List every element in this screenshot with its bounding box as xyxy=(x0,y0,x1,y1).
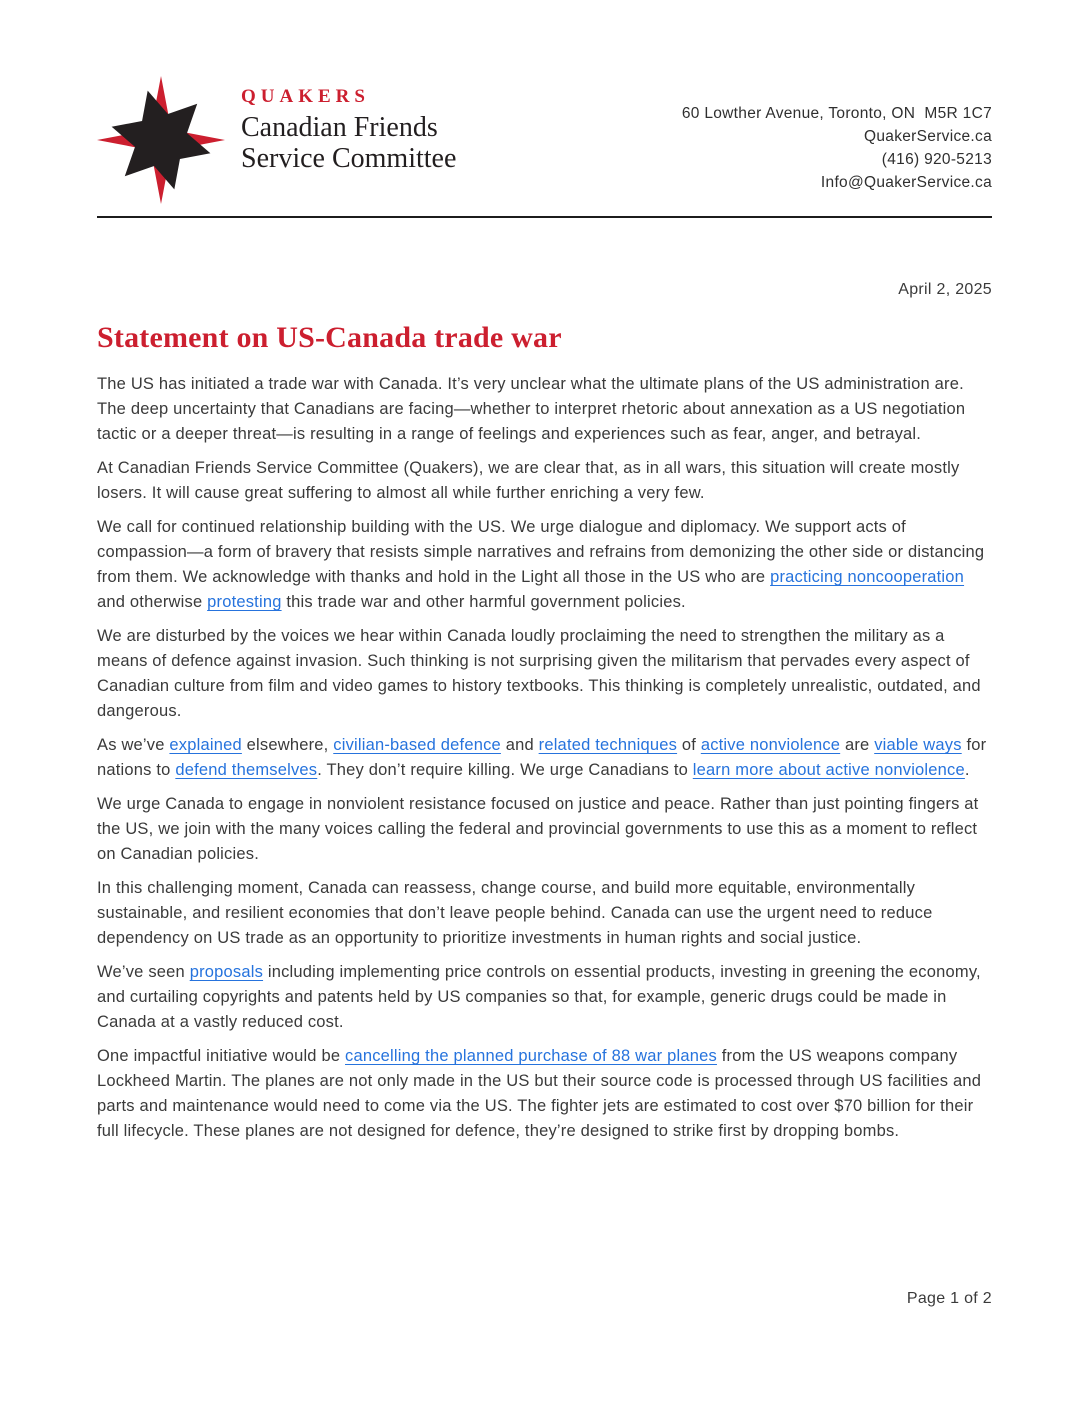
paragraph xyxy=(97,792,992,867)
org-tagline: QUAKERS xyxy=(241,86,370,107)
paragraph-text: of xyxy=(677,736,701,754)
paragraph-text: elsewhere, xyxy=(241,736,334,754)
inline-link[interactable]: explained xyxy=(169,736,242,754)
inline-link[interactable]: protesting xyxy=(207,593,282,611)
inline-link[interactable]: related techniques xyxy=(538,736,678,754)
paragraph-text: are xyxy=(840,736,875,754)
document-body xyxy=(97,372,992,1144)
paragraph-text: . xyxy=(964,761,970,779)
paragraph-text: for nations to xyxy=(97,736,987,779)
paragraph xyxy=(97,624,992,724)
paragraph-text: The US has initiated a trade war with Canada. It’s very unclear what the ultimate plans of the US administration are. The deep uncertainty that Canadians are facing—whether to interpret rhetoric about annexation as a US negotiation tactic or a deeper threat—is resulting in a range of feelings and experiences such as fear, anger, and betrayal. xyxy=(97,375,966,443)
paragraph xyxy=(97,960,992,1035)
paragraph-text: . They don’t require killing. We urge Canadians to xyxy=(317,761,693,779)
paragraph xyxy=(97,876,992,951)
contact-line: 60 Lowther Avenue, Toronto, ON M5R 1C7 xyxy=(681,105,992,122)
paragraph-text: and xyxy=(500,736,539,754)
paragraph-text: As we’ve xyxy=(97,736,170,754)
org-name-block xyxy=(241,86,456,174)
paragraph xyxy=(97,515,992,615)
header-divider xyxy=(97,216,992,218)
paragraph-text: and otherwise xyxy=(97,593,208,611)
paragraph-text: this trade war and other harmful government policies. xyxy=(281,593,686,611)
inline-link[interactable]: active nonviolence xyxy=(700,736,841,754)
contact-line: Info@QuakerService.ca xyxy=(820,174,992,191)
org-name-line-1: Canadian Friends xyxy=(241,112,438,143)
paragraph-text: from the US weapons company Lockheed Martin. The planes are not only made in the US but their source code is processed through US facilities and parts and maintenance would need to come via the US. The fighter jets are estimated to cost over $70 billion for their full lifecycle. These planes are not designed for defence, they’re designed to strike first by dropping bombs. xyxy=(97,1047,982,1140)
paragraph xyxy=(97,372,992,447)
paragraph-text: We are disturbed by the voices we hear within Canada loudly proclaiming the need to strengthen the military as a means of defence against invasion. Such thinking is not surprising given the militarism that pervades every aspect of Canadian culture from film and video games to history textbooks. This thinking is completely unrealistic, outdated, and dangerous. xyxy=(97,627,981,720)
contact-line: (416) 920-5213 xyxy=(881,151,992,168)
inline-link[interactable]: practicing noncooperation xyxy=(770,568,965,586)
inline-link[interactable]: defend themselves xyxy=(175,761,318,779)
brand xyxy=(97,76,456,204)
paragraph-text: We urge Canada to engage in nonviolent resistance focused on justice and peace. Rather than just pointing fingers at the US, we join with the many voices calling the federal and provincial governments to use this as a moment to reflect on Canadian policies. xyxy=(97,795,979,863)
paragraph-text: One impactful initiative would be xyxy=(97,1047,346,1065)
page-title: Statement on US-Canada trade war xyxy=(97,321,562,354)
inline-link[interactable]: proposals xyxy=(189,963,264,981)
org-name-line-2: Service Committee xyxy=(241,143,457,174)
document-date: April 2, 2025 xyxy=(898,281,992,298)
paragraph xyxy=(97,456,992,506)
paragraph-text: At Canadian Friends Service Committee (Quakers), we are clear that, as in all wars, this situation will create mostly losers. It will cause great suffering to almost all while further enriching a very few. xyxy=(97,459,960,502)
paragraph-text: We’ve seen xyxy=(97,963,190,981)
paragraph-text: We call for continued relationship building with the US. We urge dialogue and diplomacy. We support acts of compassion—a form of bravery that resists simple narratives and refrains from demonizing the other side or distancing from them. We acknowledge with thanks and hold in the Light all those in the US who are xyxy=(97,518,985,586)
paragraph xyxy=(97,1044,992,1144)
paragraph-text: including implementing price controls on essential products, investing in greening the economy, and curtailing copyrights and patents held by US companies so that, for example, generic drugs could be made in Canada at a vastly reduced cost. xyxy=(97,963,981,1031)
inline-link[interactable]: cancelling the planned purchase of 88 war planes xyxy=(345,1047,717,1065)
letterhead xyxy=(97,0,992,204)
quaker-star-logo-icon xyxy=(97,76,225,204)
contact-line: QuakerService.ca xyxy=(864,128,992,145)
inline-link[interactable]: civilian-based defence xyxy=(333,736,501,754)
page-number: Page 1 of 2 xyxy=(906,1290,992,1307)
inline-link[interactable]: learn more about active nonviolence xyxy=(692,761,965,779)
paragraph-text: In this challenging moment, Canada can reassess, change course, and build more equitable, environmentally sustainable, and resilient economies that don’t leave people behind. Canada can use the urgent need to reduce dependency on US trade as an opportunity to prioritize investments in human rights and social justice. xyxy=(97,879,933,947)
inline-link[interactable]: viable ways xyxy=(874,736,962,754)
contact-info xyxy=(682,102,992,194)
paragraph xyxy=(97,733,992,783)
